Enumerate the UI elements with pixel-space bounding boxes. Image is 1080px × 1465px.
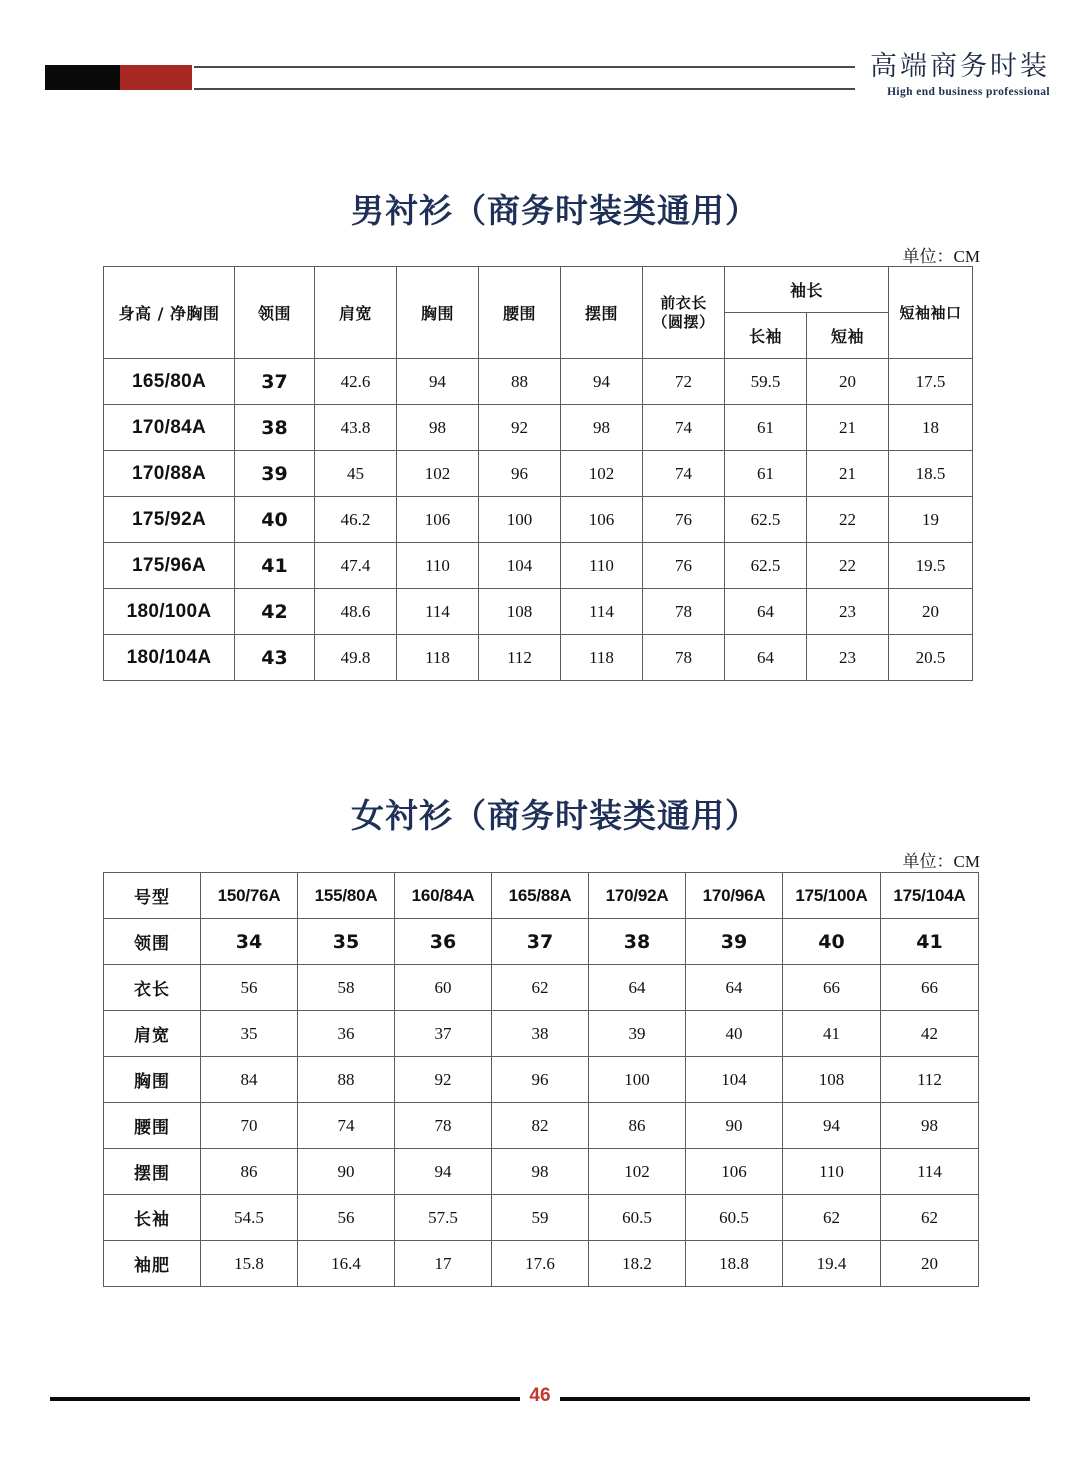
womens-size-header: 150/76A (201, 873, 298, 919)
cell-hem: 106 (561, 497, 643, 543)
data-cell: 36 (298, 1011, 395, 1057)
cell-hem: 98 (561, 405, 643, 451)
data-cell: 78 (395, 1103, 492, 1149)
data-cell: 60.5 (589, 1195, 686, 1241)
mens-size-table (103, 266, 973, 681)
data-cell: 98 (492, 1149, 589, 1195)
womens-size-header: 160/84A (395, 873, 492, 919)
data-cell: 70 (201, 1103, 298, 1149)
row-label: 长袖 (104, 1195, 201, 1241)
data-cell: 82 (492, 1103, 589, 1149)
womens-header-row (104, 873, 979, 919)
cell-sleeve-long: 64 (725, 635, 807, 681)
cell-chest: 102 (397, 451, 479, 497)
mens-col-chest: 胸围 (397, 267, 479, 359)
cell-shoulder: 48.6 (315, 589, 397, 635)
data-cell: 35 (298, 919, 395, 965)
womens-section-title: 女衬衫（商务时装类通用） (351, 796, 759, 835)
cell-shoulder: 42.6 (315, 359, 397, 405)
data-cell: 20 (881, 1241, 979, 1287)
cell-cuff: 19.5 (889, 543, 973, 589)
cell-waist: 112 (479, 635, 561, 681)
cell-waist: 108 (479, 589, 561, 635)
data-cell: 60 (395, 965, 492, 1011)
cell-waist: 104 (479, 543, 561, 589)
table-row (104, 965, 979, 1011)
header-line-bottom (192, 88, 855, 90)
table-row (104, 1057, 979, 1103)
data-cell: 62 (783, 1195, 881, 1241)
data-cell: 40 (686, 1011, 783, 1057)
cell-sleeve-short: 21 (807, 405, 889, 451)
cell-shoulder: 43.8 (315, 405, 397, 451)
data-cell: 41 (881, 919, 979, 965)
data-cell: 66 (881, 965, 979, 1011)
mens-col-front-length-main: 前衣长 (660, 293, 707, 312)
cell-chest: 118 (397, 635, 479, 681)
mens-section-heading (0, 185, 1080, 267)
cell-sleeve-short: 22 (807, 543, 889, 589)
cell-cuff: 20.5 (889, 635, 973, 681)
cell-collar: 39 (235, 451, 315, 497)
womens-size-header: 170/96A (686, 873, 783, 919)
row-label: 衣长 (104, 965, 201, 1011)
data-cell: 94 (395, 1149, 492, 1195)
cell-hem: 110 (561, 543, 643, 589)
cell-collar: 43 (235, 635, 315, 681)
data-cell: 104 (686, 1057, 783, 1103)
data-cell: 37 (492, 919, 589, 965)
table-row (104, 1103, 979, 1149)
data-cell: 62 (492, 965, 589, 1011)
page-header (0, 50, 1080, 120)
table-row (104, 1241, 979, 1287)
brand-lockup (870, 52, 1050, 98)
mens-col-front-length (643, 267, 725, 359)
cell-cuff: 17.5 (889, 359, 973, 405)
data-cell: 37 (395, 1011, 492, 1057)
data-cell: 40 (783, 919, 881, 965)
data-cell: 86 (589, 1103, 686, 1149)
data-cell: 39 (589, 1011, 686, 1057)
mens-table-body (104, 359, 973, 681)
data-cell: 102 (589, 1149, 686, 1195)
data-cell: 38 (589, 919, 686, 965)
cell-size: 175/92A (104, 497, 235, 543)
data-cell: 94 (783, 1103, 881, 1149)
cell-waist: 88 (479, 359, 561, 405)
mens-section-unit: 单位：CM (902, 247, 980, 266)
page-footer (0, 1385, 1080, 1415)
brand-name-cn: 高端商务时装 (870, 51, 1050, 82)
womens-size-header: 175/100A (783, 873, 881, 919)
cell-front-length: 72 (643, 359, 725, 405)
table-row (104, 497, 973, 543)
cell-sleeve-short: 22 (807, 497, 889, 543)
cell-shoulder: 45 (315, 451, 397, 497)
data-cell: 54.5 (201, 1195, 298, 1241)
cell-sleeve-short: 20 (807, 359, 889, 405)
cell-sleeve-long: 61 (725, 451, 807, 497)
cell-chest: 106 (397, 497, 479, 543)
mens-col-hem: 摆围 (561, 267, 643, 359)
table-row (104, 1149, 979, 1195)
table-row (104, 919, 979, 965)
row-label: 领围 (104, 919, 201, 965)
table-row (104, 405, 973, 451)
cell-chest: 110 (397, 543, 479, 589)
womens-size-table (103, 872, 979, 1287)
data-cell: 106 (686, 1149, 783, 1195)
cell-chest: 98 (397, 405, 479, 451)
mens-col-cuff: 短袖袖口 (889, 267, 973, 359)
brand-tagline-en: High end business professional (887, 85, 1050, 98)
cell-size: 170/88A (104, 451, 235, 497)
cell-collar: 41 (235, 543, 315, 589)
data-cell: 17.6 (492, 1241, 589, 1287)
row-label: 肩宽 (104, 1011, 201, 1057)
header-rule-bar (45, 62, 815, 92)
data-cell: 34 (201, 919, 298, 965)
cell-front-length: 76 (643, 497, 725, 543)
cell-sleeve-long: 64 (725, 589, 807, 635)
data-cell: 56 (298, 1195, 395, 1241)
cell-cuff: 18.5 (889, 451, 973, 497)
cell-front-length: 78 (643, 589, 725, 635)
cell-sleeve-short: 23 (807, 589, 889, 635)
cell-size: 180/100A (104, 589, 235, 635)
mens-col-shoulder: 肩宽 (315, 267, 397, 359)
data-cell: 41 (783, 1011, 881, 1057)
womens-size-header: 170/92A (589, 873, 686, 919)
cell-sleeve-long: 62.5 (725, 497, 807, 543)
cell-cuff: 20 (889, 589, 973, 635)
cell-sleeve-long: 62.5 (725, 543, 807, 589)
cell-cuff: 18 (889, 405, 973, 451)
cell-sleeve-short: 21 (807, 451, 889, 497)
data-cell: 18.8 (686, 1241, 783, 1287)
page-number: 46 (529, 1385, 551, 1406)
table-row (104, 1195, 979, 1241)
mens-header-row-1 (104, 267, 973, 313)
cell-collar: 40 (235, 497, 315, 543)
mens-col-waist: 腰围 (479, 267, 561, 359)
row-label: 袖肥 (104, 1241, 201, 1287)
cell-front-length: 74 (643, 405, 725, 451)
cell-hem: 114 (561, 589, 643, 635)
data-cell: 56 (201, 965, 298, 1011)
cell-hem: 102 (561, 451, 643, 497)
cell-waist: 96 (479, 451, 561, 497)
header-red-block (120, 65, 192, 90)
cell-collar: 38 (235, 405, 315, 451)
data-cell: 110 (783, 1149, 881, 1195)
cell-shoulder: 49.8 (315, 635, 397, 681)
cell-chest: 114 (397, 589, 479, 635)
cell-waist: 92 (479, 405, 561, 451)
data-cell: 114 (881, 1149, 979, 1195)
cell-waist: 100 (479, 497, 561, 543)
cell-size: 180/104A (104, 635, 235, 681)
data-cell: 16.4 (298, 1241, 395, 1287)
table-row (104, 635, 973, 681)
data-cell: 17 (395, 1241, 492, 1287)
data-cell: 35 (201, 1011, 298, 1057)
cell-hem: 94 (561, 359, 643, 405)
data-cell: 58 (298, 965, 395, 1011)
womens-size-header: 155/80A (298, 873, 395, 919)
data-cell: 39 (686, 919, 783, 965)
data-cell: 108 (783, 1057, 881, 1103)
mens-col-sleeve-group: 袖长 (725, 267, 889, 313)
data-cell: 38 (492, 1011, 589, 1057)
table-row (104, 1011, 979, 1057)
data-cell: 59 (492, 1195, 589, 1241)
data-cell: 88 (298, 1057, 395, 1103)
cell-shoulder: 46.2 (315, 497, 397, 543)
header-line-cap (192, 66, 194, 90)
mens-col-collar: 领围 (235, 267, 315, 359)
table-row (104, 451, 973, 497)
data-cell: 15.8 (201, 1241, 298, 1287)
mens-col-sleeve-short: 短袖 (807, 313, 889, 359)
cell-front-length: 76 (643, 543, 725, 589)
row-label: 腰围 (104, 1103, 201, 1149)
data-cell: 74 (298, 1103, 395, 1149)
data-cell: 66 (783, 965, 881, 1011)
cell-size: 165/80A (104, 359, 235, 405)
data-cell: 36 (395, 919, 492, 965)
data-cell: 90 (298, 1149, 395, 1195)
data-cell: 90 (686, 1103, 783, 1149)
cell-size: 175/96A (104, 543, 235, 589)
cell-sleeve-long: 61 (725, 405, 807, 451)
cell-hem: 118 (561, 635, 643, 681)
cell-size: 170/84A (104, 405, 235, 451)
womens-section-unit: 单位：CM (902, 852, 980, 871)
data-cell: 96 (492, 1057, 589, 1103)
cell-front-length: 78 (643, 635, 725, 681)
womens-table-body (104, 873, 979, 1287)
data-cell: 19.4 (783, 1241, 881, 1287)
cell-shoulder: 47.4 (315, 543, 397, 589)
womens-corner-label: 号型 (104, 873, 201, 919)
row-label: 胸围 (104, 1057, 201, 1103)
mens-col-front-length-sub: （圆摆） (652, 312, 715, 331)
mens-table-head (104, 267, 973, 359)
data-cell: 60.5 (686, 1195, 783, 1241)
row-label: 摆围 (104, 1149, 201, 1195)
data-cell: 62 (881, 1195, 979, 1241)
data-cell: 42 (881, 1011, 979, 1057)
header-line-top (192, 66, 855, 68)
data-cell: 64 (589, 965, 686, 1011)
data-cell: 86 (201, 1149, 298, 1195)
data-cell: 98 (881, 1103, 979, 1149)
data-cell: 92 (395, 1057, 492, 1103)
womens-size-header: 175/104A (881, 873, 979, 919)
womens-size-header: 165/88A (492, 873, 589, 919)
header-black-block (45, 65, 120, 90)
cell-sleeve-long: 59.5 (725, 359, 807, 405)
data-cell: 57.5 (395, 1195, 492, 1241)
mens-col-size: 身高 / 净胸围 (104, 267, 235, 359)
data-cell: 100 (589, 1057, 686, 1103)
cell-cuff: 19 (889, 497, 973, 543)
mens-section-title: 男衬衫（商务时装类通用） (351, 191, 759, 230)
womens-section-heading (0, 790, 1080, 872)
cell-sleeve-short: 23 (807, 635, 889, 681)
table-row (104, 589, 973, 635)
table-row (104, 359, 973, 405)
data-cell: 64 (686, 965, 783, 1011)
cell-collar: 42 (235, 589, 315, 635)
cell-collar: 37 (235, 359, 315, 405)
cell-chest: 94 (397, 359, 479, 405)
table-row (104, 543, 973, 589)
mens-col-sleeve-long: 长袖 (725, 313, 807, 359)
cell-front-length: 74 (643, 451, 725, 497)
data-cell: 18.2 (589, 1241, 686, 1287)
data-cell: 84 (201, 1057, 298, 1103)
data-cell: 112 (881, 1057, 979, 1103)
